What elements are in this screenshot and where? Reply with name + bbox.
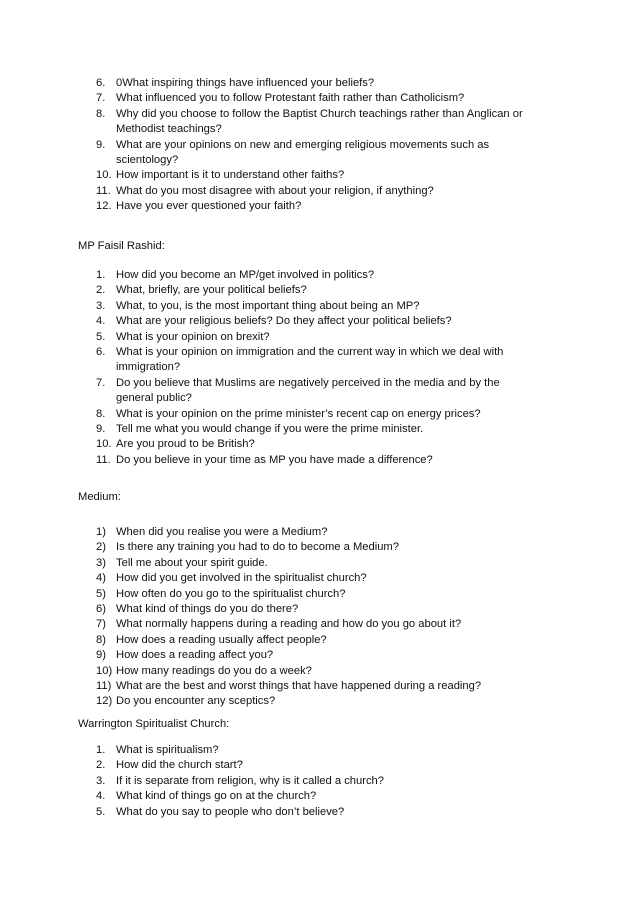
question-list-medium [96,525,566,710]
list-item [96,422,566,437]
list-item [96,168,566,183]
item-text: How important is it to understand other faiths? [116,169,345,182]
list-item [96,407,566,422]
item-text: What is your opinion on the prime minister’s recent cap on energy prices? [116,407,481,420]
item-text: What is spiritualism? [116,744,219,756]
list-item [96,758,566,773]
item-number: 3. [96,774,106,787]
list-item [96,602,566,617]
item-text: What do you most disagree with about your religion, if anything? [116,184,434,197]
list-item [96,805,566,820]
list-item [96,184,566,199]
item-text: Have you ever questioned your faith? [116,200,302,213]
item-text: Do you believe in your time as MP you have made a difference? [116,453,433,466]
item-number: 4) [96,572,106,585]
item-text: What is your opinion on brexit? [116,330,270,343]
list-item [96,587,566,602]
item-number: 10) [96,664,113,677]
item-number: 4. [96,790,106,803]
item-number: 1) [96,526,106,538]
section-heading-church: Warrington Spiritualist Church: [78,718,230,730]
item-number: 7) [96,618,106,631]
list-item [96,107,566,138]
list-item [96,437,566,452]
item-text: What kind of things do you do there? [116,603,299,616]
list-item [96,694,566,709]
item-text: Is there any training you had to do to become a Medium? [116,541,399,554]
item-number: 11. [96,453,111,466]
item-text: What influenced you to follow Protestant faith rather than Catholicism? [116,92,465,105]
section-heading-mp: MP Faisil Rashid: [78,240,165,252]
item-text: How did you get involved in the spiritualist church? [116,572,367,585]
item-text: Tell me about your spirit guide. [116,556,268,569]
item-text: What do you say to people who don’t believe? [116,805,345,818]
item-text: How did the church start? [116,759,243,772]
list-item [96,556,566,571]
item-number: 5. [96,805,106,818]
list-item [96,199,566,214]
item-number: 2. [96,759,106,772]
item-number: 6. [96,77,106,89]
item-text: What are your religious beliefs? Do they affect your political beliefs? [116,315,452,328]
item-text-continued: Methodist teachings? [116,123,222,136]
list-item [96,525,566,540]
item-text: Do you encounter any sceptics? [116,695,276,708]
item-number: 10. [96,169,112,182]
item-text: What is your opinion on immigration and the current way in which we deal with [116,346,504,359]
item-text: What are the best and worst things that have happened during a reading? [116,680,482,693]
item-number: 8) [96,633,106,646]
list-item [96,330,566,345]
item-number: 10. [96,438,112,451]
item-number: 1. [96,269,106,281]
list-item [96,648,566,663]
list-item [96,268,566,283]
item-text: Are you proud to be British? [116,438,255,451]
item-number: 9. [96,423,106,436]
item-text: How does a reading usually affect people? [116,633,327,646]
item-number: 6) [96,603,106,616]
item-number: 11) [96,680,112,693]
item-text: What, briefly, are your political beliefs? [116,284,307,297]
item-number: 9. [96,138,106,151]
list-item [96,138,566,169]
item-text: Do you believe that Muslims are negatively perceived in the media and by the [116,376,500,389]
item-number: 12. [96,200,112,213]
list-item [96,283,566,298]
list-item [96,314,566,329]
list-item [96,743,566,758]
item-number: 11. [96,184,111,197]
question-list-mp [96,268,566,468]
item-text-continued: immigration? [116,361,181,374]
item-number: 3) [96,556,106,569]
item-text: What are your opinions on new and emerging religious movements such as [116,138,490,151]
item-number: 7. [96,376,106,389]
list-item [96,633,566,648]
list-item [96,774,566,789]
item-number: 9) [96,649,106,662]
item-text: How does a reading affect you? [116,649,274,662]
item-text: What normally happens during a reading and how do you go about it? [116,618,462,631]
question-list-church [96,743,566,820]
item-number: 8. [96,107,106,120]
list-item [96,453,566,468]
item-text: When did you realise you were a Medium? [116,526,328,538]
section-heading-medium: Medium: [78,491,121,503]
item-text-continued: general public? [116,392,192,405]
item-text: Why did you choose to follow the Baptist Church teachings rather than Anglican or [116,107,523,120]
item-number: 5) [96,587,106,600]
item-number: 3. [96,299,106,312]
list-item [96,664,566,679]
item-number: 1. [96,744,106,756]
list-item [96,299,566,314]
list-item [96,679,566,694]
item-number: 6. [96,346,106,359]
item-number: 8. [96,407,106,420]
item-text: 0What inspiring things have influenced your beliefs? [116,77,375,89]
item-text: What kind of things go on at the church? [116,790,317,803]
item-text: How many readings do you do a week? [116,664,312,677]
list-item [96,76,566,91]
list-item [96,376,566,407]
item-number: 7. [96,92,106,105]
item-number: 12) [96,695,113,708]
list-item [96,571,566,586]
list-item [96,617,566,632]
item-text: Tell me what you would change if you were the prime minister. [116,423,424,436]
list-item [96,345,566,376]
question-list-religion [96,76,566,215]
list-item [96,540,566,555]
item-number: 2) [96,541,106,554]
item-number: 4. [96,315,106,328]
item-text: How often do you go to the spiritualist church? [116,587,346,600]
item-text: If it is separate from religion, why is it called a church? [116,774,384,787]
list-item [96,789,566,804]
item-text-continued: scientology? [116,154,179,167]
item-number: 2. [96,284,106,297]
list-item [96,91,566,106]
item-number: 5. [96,330,106,343]
item-text: What, to you, is the most important thing about being an MP? [116,299,420,312]
item-text: How did you become an MP/get involved in politics? [116,269,375,281]
